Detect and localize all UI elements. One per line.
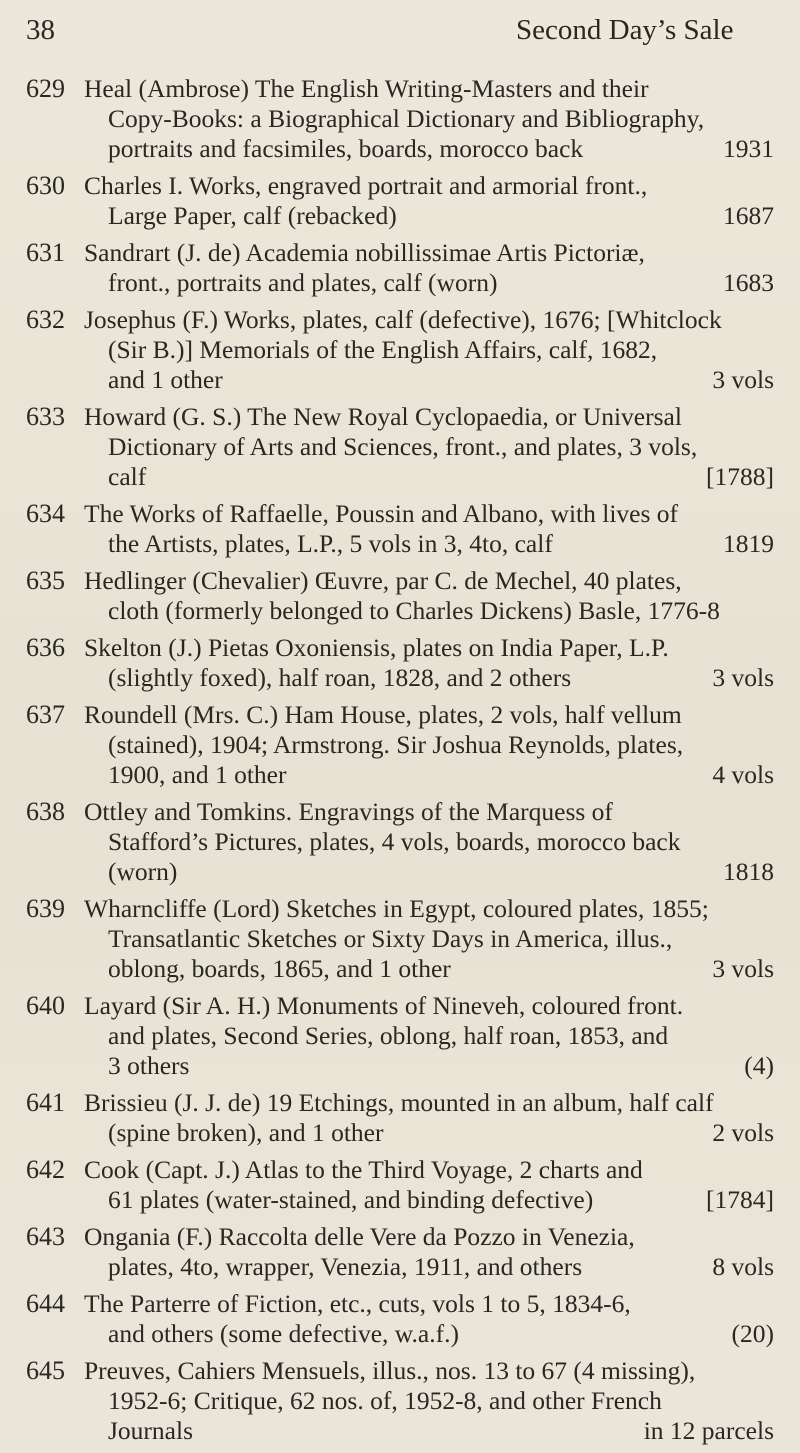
lot-number: 630: [26, 171, 65, 200]
lot-number: 631: [26, 238, 65, 267]
lot-entry: [0, 700, 800, 790]
lot-line: [84, 499, 774, 529]
lot-line: [84, 954, 774, 984]
lot-date-or-quantity: 1683: [723, 268, 774, 297]
lot-line: [84, 335, 774, 365]
lot-line: [84, 1155, 774, 1185]
lot-line-text: Wharncliffe (Lord) Sketches in Egypt, coloured plates, 1855;: [84, 894, 709, 923]
lot-entry: [0, 894, 800, 984]
lot-entry: [0, 238, 800, 298]
lot-line-text: Dictionary of Arts and Sciences, front., and plates, 3 vols,: [108, 432, 698, 461]
lot-date-or-quantity: in 12 parcels: [643, 1416, 774, 1445]
lot-entry: [0, 74, 800, 164]
lot-description: [84, 797, 774, 887]
lot-date-or-quantity: (4): [744, 1051, 774, 1080]
lot-line-text: 1900, and 1 other: [108, 760, 287, 789]
lot-line-text: 3 others: [108, 1051, 190, 1080]
lot-line-text: Large Paper, calf (rebacked): [108, 201, 397, 230]
lot-line: [84, 633, 774, 663]
lot-description: [84, 1088, 774, 1148]
lot-line: [84, 924, 774, 954]
lot-date-or-quantity: 3 vols: [712, 954, 774, 983]
lot-line: [84, 365, 774, 395]
lot-line: [84, 305, 774, 335]
lot-date-or-quantity: 1818: [723, 857, 774, 886]
lot-line: [84, 1289, 774, 1319]
lot-number: 635: [26, 566, 65, 595]
lot-number: 642: [26, 1155, 65, 1184]
lot-entry: [0, 305, 800, 395]
page-header: [0, 14, 800, 54]
lot-line-text: calf: [108, 462, 147, 491]
lot-line: [84, 1356, 774, 1386]
lot-line: [84, 201, 774, 231]
lot-line-text: Heal (Ambrose) The English Writing-Masters and their: [84, 74, 649, 103]
lot-line-text: Cook (Capt. J.) Atlas to the Third Voyage, 2 charts and: [84, 1155, 643, 1184]
lot-description: [84, 402, 774, 492]
lot-date-or-quantity: 1931: [723, 134, 774, 163]
lot-number: 634: [26, 499, 65, 528]
lot-description: [84, 1356, 774, 1446]
lot-line: [84, 402, 774, 432]
page-number: 38: [26, 14, 55, 46]
lot-description: [84, 74, 774, 164]
lot-entry: [0, 633, 800, 693]
lot-line: [84, 1222, 774, 1252]
lot-entry: [0, 1356, 800, 1446]
lot-entry: [0, 1155, 800, 1215]
lot-line-text: and 1 other: [108, 365, 223, 394]
lot-description: [84, 499, 774, 559]
lot-line-text: Preuves, Cahiers Mensuels, illus., nos. 13 to 67 (4 missing),: [84, 1356, 696, 1385]
lot-number: 640: [26, 991, 65, 1020]
lot-line-text: Charles I. Works, engraved portrait and armorial front.,: [84, 171, 648, 200]
lot-line-text: (spine broken), and 1 other: [108, 1118, 384, 1147]
lot-line: [84, 1319, 774, 1349]
lot-date-or-quantity: 4 vols: [712, 760, 774, 789]
lot-date-or-quantity: 3 vols: [712, 663, 774, 692]
lot-line-text: and others (some defective, w.a.f.): [108, 1319, 459, 1348]
lot-line-text: (Sir B.)] Memorials of the English Affairs, calf, 1682,: [108, 335, 658, 364]
lot-line-text: Brissieu (J. J. de) 19 Etchings, mounted in an album, half calf: [84, 1088, 714, 1117]
lot-line: [84, 268, 774, 298]
lot-line: [84, 432, 774, 462]
lot-line-text: Ongania (F.) Raccolta delle Vere da Pozzo in Venezia,: [84, 1222, 635, 1251]
lot-line-text: 61 plates (water-stained, and binding defective): [108, 1185, 594, 1214]
lot-list: [0, 74, 800, 1453]
lot-line-text: portraits and facsimiles, boards, morocco back: [108, 134, 584, 163]
lot-description: [84, 1222, 774, 1282]
lot-description: [84, 894, 774, 984]
lot-date-or-quantity: 3 vols: [712, 365, 774, 394]
lot-date-or-quantity: 1687: [723, 201, 774, 230]
lot-line: [84, 894, 774, 924]
lot-line: [84, 529, 774, 559]
lot-line-text: Stafford’s Pictures, plates, 4 vols, boards, morocco back: [108, 827, 681, 856]
lot-date-or-quantity: [1784]: [706, 1185, 774, 1214]
lot-number: 643: [26, 1222, 65, 1251]
lot-line-text: Skelton (J.) Pietas Oxoniensis, plates on India Paper, L.P.: [84, 633, 669, 662]
lot-line: [84, 171, 774, 201]
lot-line: [84, 991, 774, 1021]
lot-number: 639: [26, 894, 65, 923]
lot-entry: [0, 1088, 800, 1148]
lot-entry: [0, 1222, 800, 1282]
lot-line: [84, 134, 774, 164]
lot-date-or-quantity: 8 vols: [712, 1252, 774, 1281]
lot-line-text: (worn): [108, 857, 178, 886]
running-head: Second Day’s Sale: [516, 14, 734, 46]
lot-description: [84, 238, 774, 298]
lot-line-text: Ottley and Tomkins. Engravings of the Marquess of: [84, 797, 613, 826]
lot-line: [84, 1185, 774, 1215]
lot-line: [84, 700, 774, 730]
lot-line: [84, 1051, 774, 1081]
lot-entry: [0, 499, 800, 559]
lot-line: [84, 1088, 774, 1118]
lot-line-text: The Works of Raffaelle, Poussin and Albano, with lives of: [84, 499, 679, 528]
lot-description: [84, 1289, 774, 1349]
lot-line: [84, 74, 774, 104]
lot-number: 638: [26, 797, 65, 826]
lot-entry: [0, 797, 800, 887]
lot-line-text: The Parterre of Fiction, etc., cuts, vols 1 to 5, 1834-6,: [84, 1289, 631, 1318]
lot-description: [84, 171, 774, 231]
lot-line-text: front., portraits and plates, calf (worn): [108, 268, 498, 297]
lot-line-text: (stained), 1904; Armstrong. Sir Joshua Reynolds, plates,: [108, 730, 684, 759]
lot-line-text: Sandrart (J. de) Academia nobillissimae Artis Pictoriæ,: [84, 238, 645, 267]
lot-line-text: Howard (G. S.) The New Royal Cyclopaedia, or Universal: [84, 402, 682, 431]
lot-number: 636: [26, 633, 65, 662]
lot-line-text: Josephus (F.) Works, plates, calf (defective), 1676; [Whitclock: [84, 305, 722, 334]
lot-line-text: plates, 4to, wrapper, Venezia, 1911, and others: [108, 1252, 583, 1281]
lot-description: [84, 991, 774, 1081]
lot-description: [84, 566, 774, 626]
lot-number: 629: [26, 74, 65, 103]
lot-date-or-quantity: 1819: [723, 529, 774, 558]
lot-number: 637: [26, 700, 65, 729]
lot-description: [84, 700, 774, 790]
lot-line-text: Hedlinger (Chevalier) Œuvre, par C. de Mechel, 40 plates,: [84, 566, 682, 595]
lot-entry: [0, 991, 800, 1081]
lot-line: [84, 797, 774, 827]
lot-description: [84, 305, 774, 395]
lot-line-text: the Artists, plates, L.P., 5 vols in 3, 4to, calf: [108, 529, 553, 558]
lot-line: [84, 857, 774, 887]
lot-line-text: (slightly foxed), half roan, 1828, and 2 others: [108, 663, 572, 692]
lot-number: 644: [26, 1289, 65, 1318]
lot-line-text: Layard (Sir A. H.) Monuments of Nineveh, coloured front.: [84, 991, 684, 1020]
lot-line: [84, 238, 774, 268]
lot-line: [84, 462, 774, 492]
lot-line: [84, 663, 774, 693]
lot-line-text: Roundell (Mrs. C.) Ham House, plates, 2 vols, half vellum: [84, 700, 682, 729]
lot-description: [84, 633, 774, 693]
lot-line: [84, 760, 774, 790]
lot-line: [84, 1021, 774, 1051]
lot-line: [84, 1386, 774, 1416]
lot-line: [84, 730, 774, 760]
lot-line-text: oblong, boards, 1865, and 1 other: [108, 954, 451, 983]
lot-number: 641: [26, 1088, 65, 1117]
lot-entry: [0, 566, 800, 626]
lot-line-text: cloth (formerly belonged to Charles Dickens) Basle, 1776-8: [108, 596, 720, 625]
lot-number: 633: [26, 402, 65, 431]
lot-line: [84, 1252, 774, 1282]
lot-line-text: and plates, Second Series, oblong, half roan, 1853, and: [108, 1021, 669, 1050]
lot-date-or-quantity: (20): [731, 1319, 774, 1348]
lot-line: [84, 827, 774, 857]
lot-line: [84, 104, 774, 134]
lot-line: [84, 1416, 774, 1446]
lot-line-text: 1952-6; Critique, 62 nos. of, 1952-8, and other French: [108, 1386, 662, 1415]
lot-line: [84, 566, 774, 596]
lot-description: [84, 1155, 774, 1215]
lot-entry: [0, 1289, 800, 1349]
lot-line: [84, 596, 774, 626]
lot-entry: [0, 402, 800, 492]
lot-date-or-quantity: [1788]: [706, 462, 774, 491]
lot-date-or-quantity: 2 vols: [712, 1118, 774, 1147]
lot-number: 632: [26, 305, 65, 334]
lot-number: 645: [26, 1356, 65, 1385]
lot-line-text: Journals: [108, 1416, 193, 1445]
lot-line-text: Copy-Books: a Biographical Dictionary and Bibliography,: [108, 104, 705, 133]
lot-line-text: Transatlantic Sketches or Sixty Days in America, illus.,: [108, 924, 673, 953]
lot-entry: [0, 171, 800, 231]
lot-line: [84, 1118, 774, 1148]
